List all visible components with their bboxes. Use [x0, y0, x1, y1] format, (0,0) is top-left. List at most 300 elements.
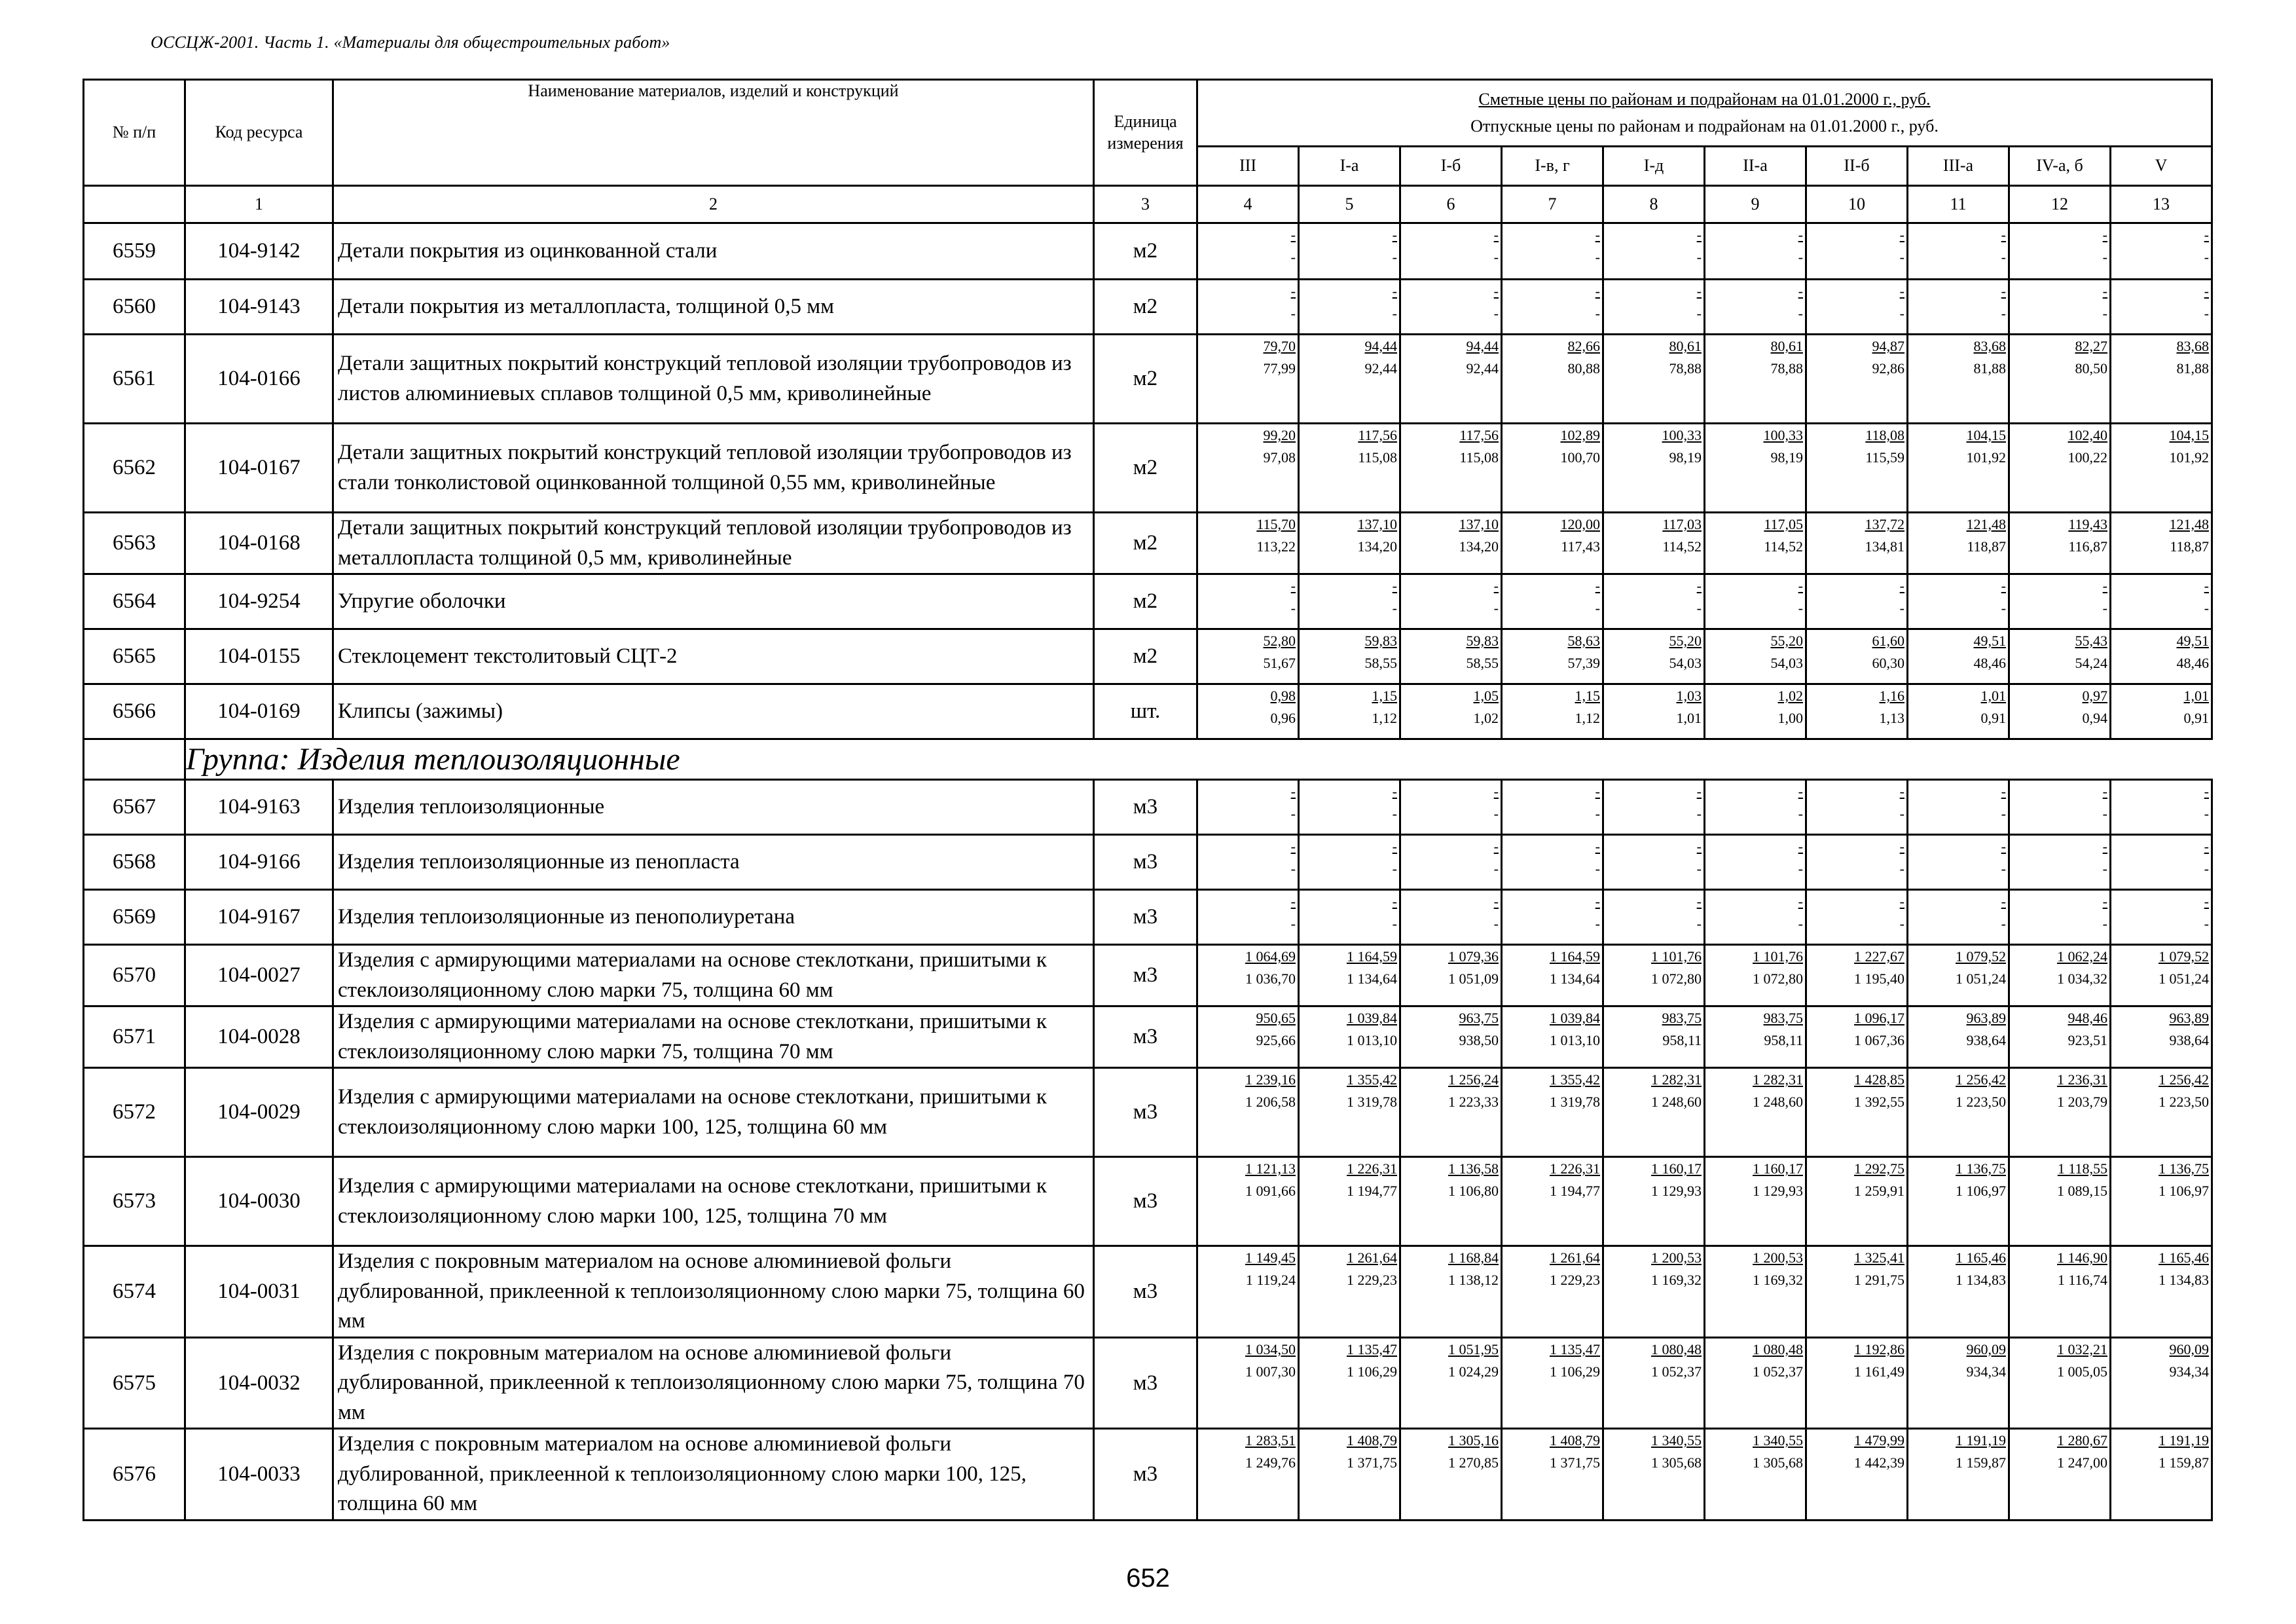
price-cell — [1908, 780, 2009, 835]
estimate-price: - — [1696, 283, 1702, 299]
estimate-price: 0,98 — [1270, 688, 1296, 705]
price-cell — [2111, 1157, 2212, 1246]
price-table — [82, 79, 2213, 1521]
release-price: 1,13 — [1879, 710, 1904, 727]
release-price: 54,24 — [2075, 655, 2107, 672]
estimate-price: - — [2204, 578, 2209, 595]
price-cell — [1705, 335, 1806, 424]
district-header: II-а — [1705, 147, 1806, 186]
release-price: 78,88 — [1669, 360, 1702, 377]
price-cell — [1806, 684, 1908, 739]
price-cell — [2009, 684, 2111, 739]
price-cell — [2009, 424, 2111, 513]
release-price: 81,88 — [1973, 360, 2006, 377]
release-price: - — [1595, 305, 1600, 322]
unit-of-measure: м3 — [1094, 780, 1197, 835]
estimate-price: 1 282,31 — [1753, 1071, 1803, 1088]
price-cell — [1705, 1068, 1806, 1157]
row-number: 6561 — [84, 335, 185, 424]
release-price: 1 036,70 — [1245, 970, 1296, 987]
release-price: 1 229,23 — [1550, 1272, 1600, 1289]
table-row — [84, 280, 2212, 335]
price-cell — [1806, 1246, 1908, 1338]
estimate-price: 1 200,53 — [1753, 1249, 1803, 1266]
price-cell — [1299, 280, 1400, 335]
release-price: 81,88 — [2176, 360, 2209, 377]
price-cell — [1908, 1068, 2009, 1157]
price-cell — [1908, 890, 2009, 945]
price-cell — [1502, 684, 1603, 739]
material-name: Стеклоцемент текстолитовый СЦТ-2 — [333, 629, 1094, 684]
group-header — [84, 739, 2212, 780]
estimate-price: 1 256,24 — [1448, 1071, 1499, 1088]
column-number: 12 — [2009, 186, 2111, 223]
resource-code: 104-0033 — [185, 1429, 333, 1521]
estimate-price: - — [1493, 283, 1499, 299]
estimate-price: 1 355,42 — [1347, 1071, 1397, 1088]
price-cell — [1400, 945, 1502, 1006]
estimate-price: - — [2102, 838, 2107, 855]
price-cell — [1197, 945, 1299, 1006]
release-price: 1,12 — [1372, 710, 1397, 727]
estimate-price: 1 164,59 — [1347, 948, 1397, 965]
estimate-price: 1 280,67 — [2057, 1432, 2107, 1449]
release-price: 1 007,30 — [1245, 1363, 1296, 1380]
material-name: Изделия с армирующими материалами на основе стеклоткани, пришитыми к стеклоизоляционному слою марки 75, толщина 70 мм — [333, 1006, 1094, 1068]
table-row — [84, 1006, 2212, 1068]
table-row — [84, 424, 2212, 513]
price-cell — [1603, 780, 1705, 835]
resource-code: 104-9166 — [185, 835, 333, 890]
row-number: 6568 — [84, 835, 185, 890]
release-price: 1 203,79 — [2057, 1094, 2107, 1111]
estimate-price: 104,15 — [1966, 427, 2006, 443]
estimate-price: - — [1290, 838, 1296, 855]
estimate-price: - — [2204, 838, 2209, 855]
release-price: - — [2102, 805, 2107, 822]
price-cell — [1400, 280, 1502, 335]
price-cell — [1299, 574, 1400, 629]
estimate-price: 94,44 — [1364, 338, 1397, 354]
release-price: 1 223,33 — [1448, 1094, 1499, 1111]
estimate-price: 1,01 — [2183, 688, 2209, 705]
price-cell — [1806, 780, 1908, 835]
price-cell — [2111, 1429, 2212, 1521]
release-price: 1 106,97 — [2159, 1183, 2209, 1200]
estimate-price: 1 136,75 — [1956, 1160, 2006, 1177]
price-cell — [1908, 835, 2009, 890]
release-price: 1 129,93 — [1753, 1183, 1803, 1200]
estimate-price: 1 165,46 — [1956, 1249, 2006, 1266]
price-cell — [1908, 684, 2009, 739]
unit-of-measure: м2 — [1094, 574, 1197, 629]
release-price: 0,91 — [2183, 710, 2209, 727]
release-price: 1 013,10 — [1347, 1032, 1397, 1049]
estimate-price: - — [2204, 783, 2209, 800]
price-cell — [1400, 424, 1502, 513]
release-price: 51,67 — [1263, 655, 1296, 672]
release-price: 54,03 — [1770, 655, 1803, 672]
table-row — [84, 1068, 2212, 1157]
row-number: 6562 — [84, 424, 185, 513]
price-cell — [1603, 513, 1705, 574]
resource-code: 104-9143 — [185, 280, 333, 335]
row-number: 6567 — [84, 780, 185, 835]
price-cell — [1502, 513, 1603, 574]
estimate-price: 1,05 — [1473, 688, 1499, 705]
table-row — [84, 1246, 2212, 1338]
estimate-price: - — [1696, 893, 1702, 910]
estimate-price: - — [2001, 783, 2006, 800]
price-cell — [2009, 1246, 2111, 1338]
release-price: 1 072,80 — [1651, 970, 1702, 987]
release-price: - — [1798, 305, 1803, 322]
release-price: 1 319,78 — [1550, 1094, 1600, 1111]
release-price: 1 134,83 — [1956, 1272, 2006, 1289]
column-number: 6 — [1400, 186, 1502, 223]
estimate-price: 1 283,51 — [1245, 1432, 1296, 1449]
row-number: 6560 — [84, 280, 185, 335]
estimate-price: - — [1696, 783, 1702, 800]
release-price: - — [2001, 249, 2006, 265]
price-cell — [1400, 629, 1502, 684]
resource-code: 104-9254 — [185, 574, 333, 629]
price-cell — [1197, 1068, 1299, 1157]
release-price: 100,70 — [1560, 449, 1600, 466]
price-cell — [2009, 280, 2111, 335]
price-cell — [1197, 223, 1299, 280]
price-cell — [2111, 684, 2212, 739]
price-cell — [1400, 1246, 1502, 1338]
table-row — [84, 1157, 2212, 1246]
price-cell — [1400, 780, 1502, 835]
district-header: III — [1197, 147, 1299, 186]
release-price: 58,55 — [1466, 655, 1499, 672]
release-price: - — [1493, 600, 1499, 617]
release-price: 923,51 — [2068, 1032, 2107, 1049]
material-name: Детали защитных покрытий конструкций тепловой изоляции трубопроводов из металлопласта толщиной 0,5 мм, криволинейные — [333, 513, 1094, 574]
table-row — [84, 945, 2212, 1006]
release-price: - — [2204, 305, 2209, 322]
price-cell — [1400, 1157, 1502, 1246]
estimate-price: - — [2001, 838, 2006, 855]
price-cell — [1806, 890, 1908, 945]
estimate-price: 117,56 — [1358, 427, 1397, 443]
price-cell — [1299, 890, 1400, 945]
release-price: - — [1290, 860, 1296, 877]
release-price: 48,46 — [2176, 655, 2209, 672]
release-price: - — [1392, 805, 1397, 822]
estimate-price: 1 039,84 — [1347, 1010, 1397, 1027]
price-cell — [1502, 1337, 1603, 1429]
price-cell — [1705, 684, 1806, 739]
price-cell — [1603, 684, 1705, 739]
release-price: 98,19 — [1770, 449, 1803, 466]
estimate-price: 1 039,84 — [1550, 1010, 1600, 1027]
district-header: II-б — [1806, 147, 1908, 186]
release-price: 0,96 — [1270, 710, 1296, 727]
estimate-price: 119,43 — [2068, 516, 2107, 532]
release-price: 134,81 — [1865, 538, 1904, 555]
price-cell — [2111, 780, 2212, 835]
release-price: 1 229,23 — [1347, 1272, 1397, 1289]
estimate-price: 1 034,50 — [1245, 1340, 1296, 1357]
price-cell — [2111, 335, 2212, 424]
price-cell — [1603, 1006, 1705, 1068]
unit-of-measure: м3 — [1094, 1157, 1197, 1246]
release-price: - — [2204, 249, 2209, 265]
release-price: - — [1595, 600, 1600, 617]
release-price: 118,87 — [1967, 538, 2006, 555]
price-cell — [1908, 574, 2009, 629]
estimate-price: 1 149,45 — [1245, 1249, 1296, 1266]
release-price: 1,02 — [1473, 710, 1499, 727]
price-cell — [1502, 1429, 1603, 1521]
estimate-price: 102,89 — [1560, 427, 1600, 443]
release-price: - — [1290, 305, 1296, 322]
estimate-price: - — [2102, 893, 2107, 910]
release-price: - — [2204, 860, 2209, 877]
price-cell — [1197, 335, 1299, 424]
estimate-price: 80,61 — [1770, 338, 1803, 354]
price-cell — [1197, 1246, 1299, 1338]
release-price: 0,91 — [1980, 710, 2006, 727]
estimate-price: 137,10 — [1459, 516, 1499, 532]
price-cell — [1806, 1429, 1908, 1521]
estimate-price: 1 236,31 — [2057, 1071, 2107, 1088]
price-cell — [1197, 424, 1299, 513]
estimate-price: 1 051,95 — [1448, 1340, 1499, 1357]
release-price: - — [1493, 805, 1499, 822]
price-cell — [1806, 835, 1908, 890]
release-price: - — [1696, 860, 1702, 877]
estimate-price: 137,72 — [1865, 516, 1904, 532]
release-price: - — [1493, 305, 1499, 322]
estimate-price: - — [2001, 283, 2006, 299]
release-price: 57,39 — [1567, 655, 1600, 672]
column-number: 13 — [2111, 186, 2212, 223]
price-cell — [2009, 945, 2111, 1006]
estimate-price: 1 292,75 — [1854, 1160, 1904, 1177]
estimate-price: 1 408,79 — [1550, 1432, 1600, 1449]
estimate-price: - — [1392, 783, 1397, 800]
price-cell — [2009, 1006, 2111, 1068]
resource-code: 104-0169 — [185, 684, 333, 739]
estimate-price: 80,61 — [1669, 338, 1702, 354]
row-number: 6563 — [84, 513, 185, 574]
estimate-price: 117,05 — [1764, 516, 1803, 532]
estimate-price: 1 226,31 — [1550, 1160, 1600, 1177]
price-cell — [1197, 280, 1299, 335]
release-price: 1 259,91 — [1854, 1183, 1904, 1200]
release-price: 1 248,60 — [1753, 1094, 1803, 1111]
row-number: 6565 — [84, 629, 185, 684]
price-cell — [1705, 629, 1806, 684]
estimate-price: 963,75 — [1459, 1010, 1499, 1027]
price-cell — [2111, 1246, 2212, 1338]
price-cell — [1400, 890, 1502, 945]
estimate-price: 115,70 — [1256, 516, 1296, 532]
estimate-price: 960,09 — [2169, 1340, 2209, 1357]
release-price: 925,66 — [1256, 1032, 1296, 1049]
release-price: 114,52 — [1764, 538, 1803, 555]
release-price: 938,50 — [1459, 1032, 1499, 1049]
price-cell — [2111, 424, 2212, 513]
estimate-price: - — [1595, 838, 1600, 855]
release-price: - — [2204, 915, 2209, 932]
release-price: 1 206,58 — [1245, 1094, 1296, 1111]
price-cell — [2009, 890, 2111, 945]
estimate-price: 950,65 — [1256, 1010, 1296, 1027]
estimate-price: 1 118,55 — [2057, 1160, 2107, 1177]
estimate-price: 1 282,31 — [1651, 1071, 1702, 1088]
release-price: 48,46 — [1973, 655, 2006, 672]
release-price: 1 051,09 — [1448, 970, 1499, 987]
material-name: Изделия с покровным материалом на основе алюминиевой фольги дублированной, приклеенной к теплоизоляционному слою марки 100, 125, толщина 60 мм — [333, 1429, 1094, 1521]
row-number: 6570 — [84, 945, 185, 1006]
estimate-price: 0,97 — [2082, 688, 2107, 705]
price-cell — [1502, 223, 1603, 280]
release-price: 80,88 — [1567, 360, 1600, 377]
resource-code: 104-0029 — [185, 1068, 333, 1157]
estimate-price: - — [1493, 838, 1499, 855]
estimate-price: - — [1798, 838, 1803, 855]
estimate-price: 1 064,69 — [1245, 948, 1296, 965]
release-price: 1 169,32 — [1651, 1272, 1702, 1289]
release-price: 98,19 — [1669, 449, 1702, 466]
resource-code: 104-9163 — [185, 780, 333, 835]
estimate-price: 1 340,55 — [1651, 1432, 1702, 1449]
estimate-price: 1 080,48 — [1651, 1340, 1702, 1357]
release-price: 1 024,29 — [1448, 1363, 1499, 1380]
estimate-price: 983,75 — [1662, 1010, 1702, 1027]
release-price: 1 371,75 — [1550, 1454, 1600, 1471]
estimate-price: - — [1696, 578, 1702, 595]
release-price: - — [1595, 915, 1600, 932]
estimate-price: - — [1392, 838, 1397, 855]
table-row — [84, 223, 2212, 280]
estimate-price: - — [1899, 227, 1904, 243]
price-cell — [1197, 835, 1299, 890]
estimate-price: 1,15 — [1575, 688, 1600, 705]
price-cell — [1502, 629, 1603, 684]
release-price: - — [1595, 805, 1600, 822]
resource-code: 104-0028 — [185, 1006, 333, 1068]
release-price: - — [1798, 600, 1803, 617]
estimate-price: 1 325,41 — [1854, 1249, 1904, 1266]
release-price: 1 129,93 — [1651, 1183, 1702, 1200]
release-price: - — [1290, 915, 1296, 932]
release-price: - — [1696, 600, 1702, 617]
estimate-price: 58,63 — [1567, 633, 1600, 650]
estimate-price: 1 261,64 — [1550, 1249, 1600, 1266]
price-cell — [1502, 890, 1603, 945]
release-price: - — [2001, 600, 2006, 617]
price-cell — [2009, 1157, 2111, 1246]
table-row — [84, 335, 2212, 424]
estimate-price: 1 340,55 — [1753, 1432, 1803, 1449]
estimate-price: - — [1595, 783, 1600, 800]
release-price: 115,59 — [1865, 449, 1904, 466]
estimate-price: - — [1899, 578, 1904, 595]
release-price: 134,20 — [1357, 538, 1397, 555]
estimate-price: 100,33 — [1763, 427, 1803, 443]
estimate-price: 1,15 — [1372, 688, 1397, 705]
release-price: 1 013,10 — [1550, 1032, 1600, 1049]
release-price: 80,50 — [2075, 360, 2107, 377]
estimate-price: 55,43 — [2075, 633, 2107, 650]
estimate-price: 137,10 — [1357, 516, 1397, 532]
release-price: 1 134,83 — [2159, 1272, 2209, 1289]
release-price: 1 169,32 — [1753, 1272, 1803, 1289]
release-price: - — [1392, 915, 1397, 932]
material-name: Изделия с армирующими материалами на основе стеклоткани, пришитыми к стеклоизоляционному слою марки 100, 125, толщина 70 мм — [333, 1157, 1094, 1246]
price-cell — [1705, 890, 1806, 945]
release-price: 58,55 — [1364, 655, 1397, 672]
estimate-price: - — [1798, 893, 1803, 910]
price-cell — [1806, 1337, 1908, 1429]
material-name: Изделия теплоизоляционные из пенополиуретана — [333, 890, 1094, 945]
release-price: 1 194,77 — [1347, 1183, 1397, 1200]
release-price: 97,08 — [1263, 449, 1296, 466]
price-cell — [1603, 223, 1705, 280]
price-cell — [1502, 1246, 1603, 1338]
release-price: 1 106,29 — [1347, 1363, 1397, 1380]
estimate-price: - — [1290, 283, 1296, 299]
estimate-price: 948,46 — [2068, 1010, 2107, 1027]
release-price: 1 305,68 — [1753, 1454, 1803, 1471]
header-prices-release: Отпускные цены по районам и подрайонам на 01.01.2000 г., руб. — [1470, 116, 1939, 136]
price-cell — [2111, 574, 2212, 629]
estimate-price: - — [1899, 893, 1904, 910]
release-price: - — [1392, 600, 1397, 617]
release-price: 1 138,12 — [1448, 1272, 1499, 1289]
estimate-price: - — [1493, 783, 1499, 800]
price-cell — [2111, 1068, 2212, 1157]
release-price: - — [1798, 915, 1803, 932]
price-cell — [1705, 945, 1806, 1006]
estimate-price: 83,68 — [1973, 338, 2006, 354]
price-cell — [1197, 1006, 1299, 1068]
release-price: 1 247,00 — [2057, 1454, 2107, 1471]
estimate-price: 82,27 — [2075, 338, 2107, 354]
release-price: 92,44 — [1364, 360, 1397, 377]
running-title: ОССЦЖ-2001. Часть 1. «Материалы для общестроительных работ» — [151, 33, 670, 52]
resource-code: 104-0155 — [185, 629, 333, 684]
price-cell — [1197, 890, 1299, 945]
release-price: - — [2001, 805, 2006, 822]
price-cell — [1705, 1337, 1806, 1429]
price-cell — [1705, 513, 1806, 574]
release-price: - — [2102, 600, 2107, 617]
estimate-price: 83,68 — [2176, 338, 2209, 354]
price-cell — [1299, 945, 1400, 1006]
price-cell — [1299, 1006, 1400, 1068]
estimate-price: 94,87 — [1872, 338, 1904, 354]
price-cell — [1299, 1246, 1400, 1338]
release-price: - — [1696, 249, 1702, 265]
column-number: 3 — [1094, 186, 1197, 223]
price-cell — [1705, 1246, 1806, 1338]
unit-of-measure: м2 — [1094, 223, 1197, 280]
release-price: 113,22 — [1256, 538, 1296, 555]
unit-of-measure: м3 — [1094, 1006, 1197, 1068]
estimate-price: - — [2001, 578, 2006, 595]
price-cell — [2111, 513, 2212, 574]
estimate-price: - — [1696, 227, 1702, 243]
release-price: 1 194,77 — [1550, 1183, 1600, 1200]
estimate-price: - — [2204, 893, 2209, 910]
